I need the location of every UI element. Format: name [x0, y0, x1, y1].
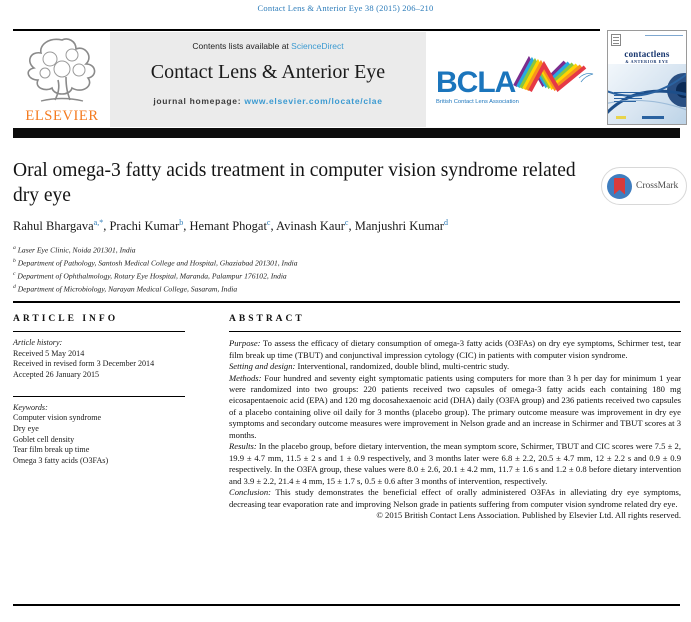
header-bottom-bar	[13, 128, 680, 138]
bottom-rule	[13, 604, 680, 606]
elsevier-tree-icon	[17, 92, 107, 109]
homepage-label: journal homepage:	[153, 96, 245, 106]
affiliation-sup: c	[13, 271, 16, 278]
abstract-section-label: Results:	[229, 441, 257, 452]
abstract-section: Methods: Four hundred and seventy eight symptomatic patients using computers for more than 3 h per day for minimum 1 year were randomized into two groups: 220 patients received two capsules of omega-3 fatty acids each containing 180 mg eicosapentaenoic acid (EPA) and 120 mg docosahexaenoic acid (DHA) daily (O3FA group) and 236 patients received two capsules of a placebo containing olive oil daily for 3 months (placebo group). The primary outcome measure was improvement in dry eye symptoms and secondary outcome measures were improvement in Nelson grade and an increase in Schirmer and TBUT scores at 3 months.	[229, 372, 681, 440]
history-line: Accepted 26 January 2015	[13, 369, 100, 379]
keyword-line: Goblet cell density	[13, 434, 75, 444]
abstract-section: Results: In the placebo group, before dietary intervention, the mean symptom score, Schirmer, TBUT and CIC scores were 7.5 ± 2, 19.9 ± 4.7 mm, 11.5 ± 2 s and 1 ± 0.9 respectively, and 3 months later were 6.8 ± 2.2, 20.5 ± 4.7 mm, 12 ± 2.2 s and 0.9 ± 0.9 respectively. In the O3FA group, these values were 8.0 ± 2.6, 20.1 ± 4.2 mm, 11.7 ± 1.6 s and 1.2 ± 0.8 before dietary intervention and 3.9 ± 2.2, 21.4 ± 4 mm, 15 ± 1.7 s, 0.5 ± 0.6 after 3 months of intervention, respectively.	[229, 441, 681, 486]
abstract-heading: ABSTRACT	[229, 314, 305, 324]
affiliation-line: $^d$ Department of Microbiology, Narayan Medical College, Sasaram, India	[13, 284, 238, 294]
cover-dash-yellow	[616, 116, 626, 119]
sciencedirect-link[interactable]: ScienceDirect	[291, 41, 344, 51]
cover-eye-art	[608, 64, 686, 124]
keyword-line: Omega 3 fatty acids (O3FAs)	[13, 455, 109, 465]
crossmark-icon	[607, 174, 632, 199]
author-affiliation-sup: d	[443, 218, 448, 227]
author-affiliation-sup: a,*	[93, 218, 104, 227]
abstract-column	[229, 314, 681, 521]
article-history-list	[13, 349, 193, 381]
bcla-tagline: British Contact Lens Association	[436, 99, 519, 105]
abstract-body	[229, 338, 681, 510]
keywords-label: Keywords:	[13, 402, 48, 412]
masthead	[110, 32, 426, 127]
author: Rahul Bhargava$^{a,*}$,	[13, 218, 110, 234]
abstract-section: Purpose: To assess the efficacy of dietary consumption of omega-3 fatty acids (O3FAs) on dry eye symptoms, Schirmer test, tear film break up time (TBUT) and conjunctival impression cytology (CIC) in patients with computer vision syndrome.	[229, 338, 681, 360]
affiliation-sup: b	[13, 258, 16, 265]
section-divider	[13, 301, 680, 303]
author: Manjushri Kumar$^d$	[354, 218, 448, 234]
author: Prachi Kumar$^b$,	[109, 218, 190, 234]
abstract-section-label: Conclusion:	[229, 487, 272, 498]
cover-dash-blue	[642, 116, 664, 119]
crossmark-badge[interactable]	[601, 167, 687, 205]
journal-title: Contact Lens & Anterior Eye	[150, 61, 386, 83]
bcla-swoosh-icon	[513, 56, 599, 97]
abstract-section: Conclusion: This study demonstrates the beneficial effect of orally administered O3FAs in alleviating dry eye symptoms, decreasing tear evaporation rate and improving Nelson grade in patients suffering from computer vision syndrome related dry eye.	[229, 487, 681, 509]
keyword-line: Tear film break up time	[13, 445, 90, 455]
abstract-copyright: © 2015 British Contact Lens Association. Published by Elsevier Ltd. All rights reserved.	[376, 509, 681, 520]
affiliation-line: $^a$ Laser Eye Clinic, Noida 201301, India	[13, 245, 136, 255]
article-info-heading: ARTICLE INFO	[13, 314, 119, 324]
article-title: Oral omega-3 fatty acids treatment in computer vision syndrome related dry eye	[13, 160, 576, 206]
article-info-column	[13, 314, 193, 466]
cover-subtitle: & ANTERIOR EYE	[625, 59, 669, 64]
keyword-line: Computer vision syndrome	[13, 413, 102, 423]
cover-text-lines	[614, 90, 644, 102]
abstract-section-label: Methods:	[229, 372, 262, 383]
homepage-link[interactable]: www.elsevier.com/locate/clae	[244, 96, 383, 106]
elsevier-logo	[14, 35, 110, 127]
header-top-rule	[13, 29, 600, 31]
affiliation-sup: a	[13, 245, 16, 251]
affiliation-line: $^c$ Department of Ophthalmology, Rotary Eye Hospital, Maranda, Palampur 176102, India	[13, 271, 287, 281]
abstract-section-label: Setting and design:	[229, 361, 296, 372]
elsevier-wordmark: ELSEVIER	[25, 108, 99, 124]
abstract-rule	[229, 331, 681, 332]
cover-publisher-stamp-icon	[611, 34, 621, 46]
author-affiliation-sup: c	[344, 218, 349, 227]
keyword-list	[13, 413, 193, 466]
bcla-logo	[436, 56, 598, 114]
article-history-label: Article history:	[13, 338, 63, 348]
author-affiliation-sup: c	[266, 218, 271, 227]
cover-title: contactlens	[624, 49, 670, 59]
journal-cover-thumbnail	[607, 30, 687, 125]
cover-topline	[645, 35, 683, 36]
abstract-section: Setting and design: Interventional, randomized, double blind, multi-centric study.	[229, 361, 510, 372]
journal-citation: Contact Lens & Anterior Eye 38 (2015) 206–210	[257, 3, 434, 13]
keywords-rule	[13, 396, 185, 397]
affiliation-sup: d	[13, 284, 16, 291]
crossmark-label: CrossMark	[636, 181, 679, 191]
bcla-wordmark: BCLA	[436, 66, 516, 99]
affiliation-line: $^b$ Department of Pathology, Santosh Medical College and Hospital, Ghaziabad 201301, India	[13, 258, 298, 268]
homepage-line	[110, 96, 426, 106]
contents-line	[110, 32, 426, 51]
contents-prefix: Contents lists available at	[192, 41, 292, 51]
author: Hemant Phogat$^c$,	[189, 218, 277, 234]
author-affiliation-sup: b	[179, 218, 184, 227]
keyword-line: Dry eye	[13, 423, 39, 433]
abstract-section-label: Purpose:	[229, 338, 261, 349]
author: Avinash Kaur$^c$,	[276, 218, 355, 234]
history-line: Received 5 May 2014	[13, 348, 85, 358]
affiliation-list	[13, 243, 298, 296]
history-line: Received in revised form 3 December 2014	[13, 359, 155, 369]
article-info-rule	[13, 331, 185, 332]
author-list	[13, 218, 448, 234]
